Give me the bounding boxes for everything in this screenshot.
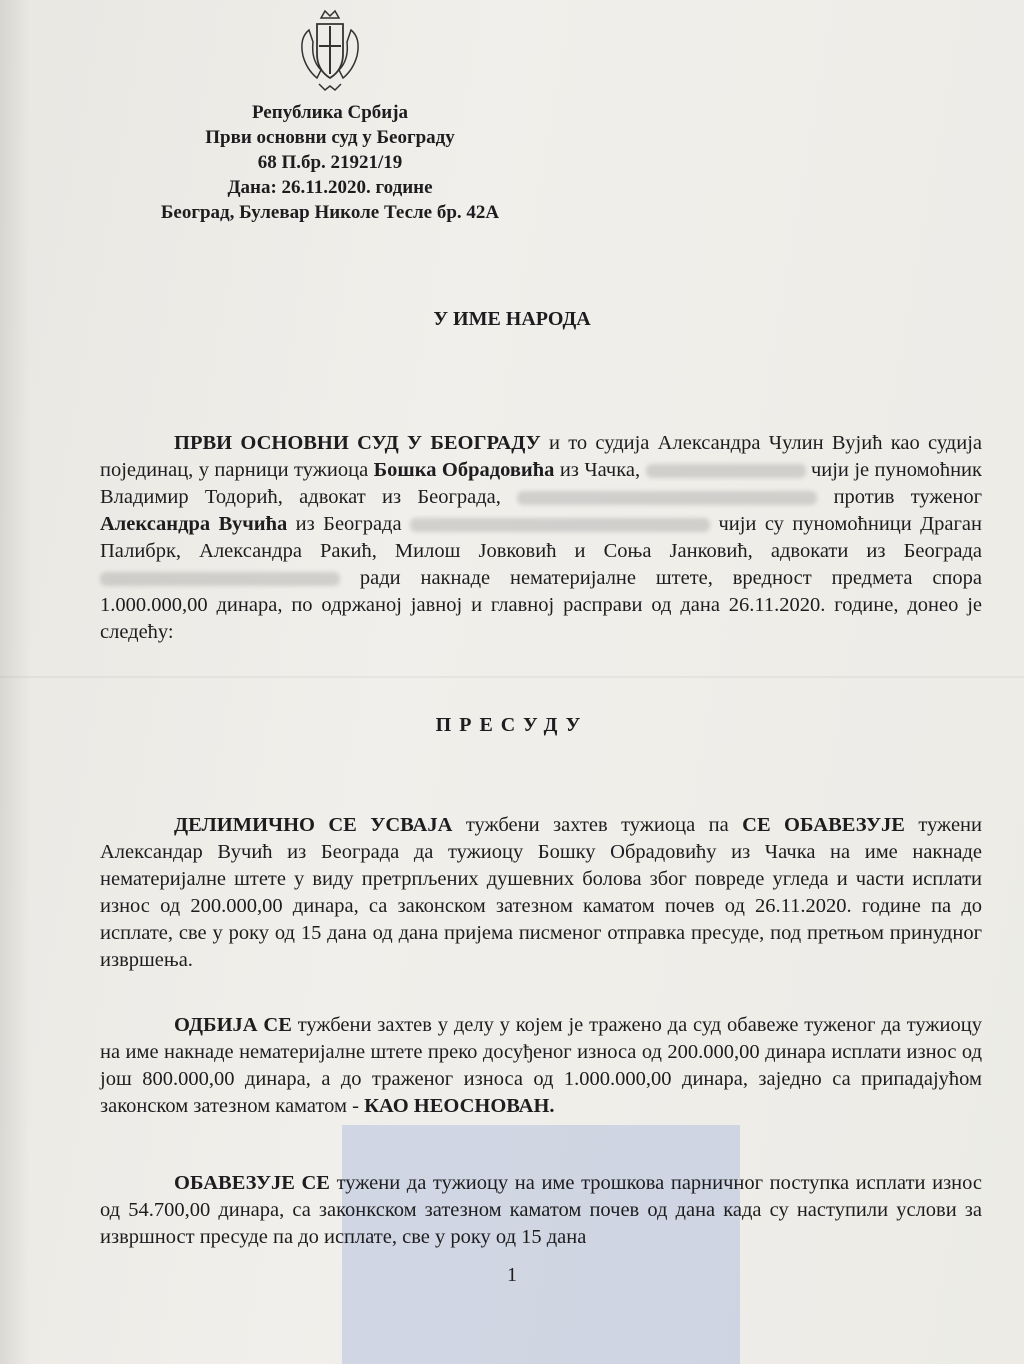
plaintiff-name: Бошка Обрадовића — [373, 459, 555, 481]
page-number: 1 — [507, 1264, 517, 1286]
intro-text-5: из Београда — [287, 513, 411, 535]
obliged-label: СЕ ОБАВЕЗУЈЕ — [742, 814, 905, 836]
header-country: Република Србија — [251, 102, 409, 123]
in-the-name-heading: У ИМЕ НАРОДА — [433, 308, 591, 330]
header-date: Дана: 26.11.2020. године — [227, 177, 433, 198]
paper-edge-shadow — [0, 0, 30, 1364]
paragraph-granted — [100, 812, 982, 974]
redacted-address — [410, 518, 710, 532]
court-name: ПРВИ ОСНОВНИ СУД У БЕОГРАДУ — [174, 432, 541, 454]
intro-text-7: ради накнаде нематеријалне штете, вредност предмета спора 1.000.000,00 динара, по одржаној јавној и главној расправи од дана 26.11.2020. године, донео је следећу: — [100, 567, 982, 643]
header-address: Београд, Булевар Николе Тесле бр. 42А — [160, 202, 500, 223]
paragraph-costs — [100, 1170, 982, 1251]
intro-text-3: чији је пуномоћник Владимир Тодорић, адвокат из Београда, — [100, 459, 982, 508]
granted-text-2: тужени Александар Вучић из Београда да тужиоцу Бошку Обрадовићу из Чачка на име накнаде нематеријалне штете у виду претрпљених душевних болова због повреде угледа и части исплати износ од 200.000,00 динара, са законском затезном каматом почев од 26.11.2020. године па до исплате, све у року од 15 дана од дана пријема писменог отправка пресуде, под претњом принудног извршења. — [100, 814, 982, 971]
rejected-label: ОДБИЈА СЕ — [174, 1014, 292, 1036]
granted-label: ДЕЛИМИЧНО СЕ УСВАЈА — [174, 814, 453, 836]
defendant-name: Александра Вучића — [100, 513, 288, 535]
redacted-address — [517, 491, 817, 505]
redacted-address — [646, 464, 806, 478]
coat-of-arms-icon — [295, 8, 365, 96]
verdict-title: ПРЕСУДУ — [435, 714, 589, 736]
intro-text-2: из Чачка, — [554, 459, 646, 481]
paper-fold-line — [0, 676, 1024, 678]
costs-text: тужени да тужиоцу на име трошкова парничног поступка исплати износ од 54.700,00 динара, са законкском затезном каматом почев од дана када су наступили услови за извршност пресуде па до исплате, све у року од 15 дана — [100, 1172, 982, 1248]
intro-paragraph — [100, 430, 982, 646]
intro-text-1: и то судија Александра Чулин Вујић као судија појединац, у парници тужиоца — [100, 432, 982, 481]
granted-text-1: тужбени захтев тужиоца па — [452, 814, 743, 836]
court-header — [100, 8, 560, 225]
costs-label: ОБАВЕЗУЈЕ СЕ — [174, 1172, 330, 1194]
rejected-text: тужбени захтев у делу у којем је тражено да суд обавеже туженог да тужиоцу на име накнаде нематеријалне штете преко досуђеног износа од 200.000,00 динара исплати износ од још 800.000,00 динара, а до траженог износа од 1.000.000,00 динара, заједно са припадајућом законском затезном каматом - — [100, 1014, 982, 1117]
paragraph-rejected — [100, 1012, 982, 1120]
redacted-address — [100, 572, 340, 586]
header-case-number: 68 П.бр. 21921/19 — [257, 152, 403, 173]
intro-text-6: чији су пуномоћници Драган Палибрк, Александра Ракић, Милош Јовковић и Соња Јанковић, адвокати из Београда — [100, 513, 982, 562]
header-court: Први основни суд у Београду — [205, 127, 455, 148]
intro-text-4: против туженог — [817, 486, 983, 508]
unfounded-label: КАО НЕОСНОВАН. — [364, 1095, 555, 1117]
